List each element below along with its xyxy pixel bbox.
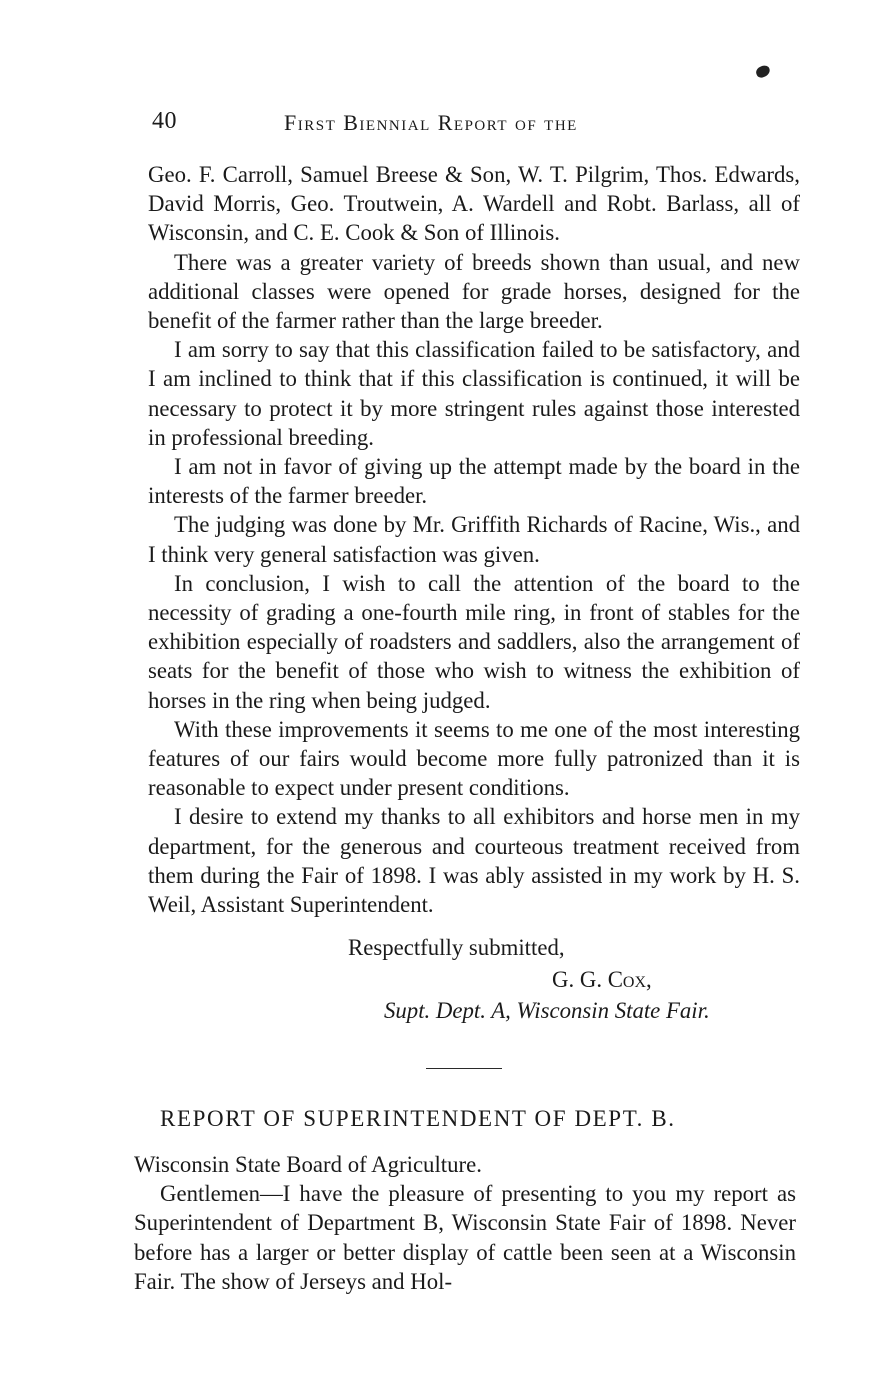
addressee: Wisconsin State Board of Agriculture. [134, 1152, 482, 1177]
page-number: 40 [152, 108, 177, 134]
paragraph-favor: I am not in favor of giving up the attempt made by the board in the interests of the farmer breeder. [148, 454, 800, 509]
paragraph-improvements: With these improvements it seems to me one of the most interesting features of our fairs would become more fully patronized than it is reasonable to expect under present conditions. [148, 716, 800, 801]
section-divider [426, 1068, 502, 1069]
paragraph-judging: The judging was done by Mr. Griffith Richards of Racine, Wis., and I think very general satisfaction was given. [148, 512, 800, 567]
closing-signature: G. G. Cox, [552, 967, 652, 992]
report-body-dept-a [148, 160, 800, 919]
section-title-dept-b: REPORT OF SUPERINTENDENT OF DEPT. B. [160, 1106, 676, 1131]
page-header [152, 108, 792, 140]
paragraph-breeds: There was a greater variety of breeds shown than usual, and new additional classes were opened for grade horses, designed for the benefit of the farmer rather than the large breeder. [148, 249, 800, 334]
paragraph-thanks: I desire to extend my thanks to all exhibitors and horse men in my department, for the generous and courteous treatment received from them during the Fair of 1898. I was ably assisted in my work by H. S. Weil, Assistant Superintendent. [148, 804, 800, 918]
closing-title: Supt. Dept. A, Wisconsin State Fair. [384, 998, 710, 1023]
closing-salutation: Respectfully submitted, [348, 935, 565, 960]
paragraph-exhibitors: Geo. F. Carroll, Samuel Breese & Son, W. T. Pilgrim, Thos. Edwards, David Morris, Geo. Troutwein, A. Wardell and Robt. Barlass, all of Wisconsin, and C. E. Cook & Son of Illinois. [148, 162, 800, 246]
paragraph-conclusion: In conclusion, I wish to call the attention of the board to the necessity of grading a one-fourth mile ring, in front of stables for the exhibition especially of roadsters and saddlers, also the arrangement of seats for the benefit of those who wish to witness the exhibition of horses in the ring when being judged. [148, 570, 800, 713]
paragraph-opening-dept-b: Gentlemen—I have the pleasure of presenting to you my report as Superintendent of Department B, Wisconsin State Fair of 1898. Never before has a larger or better display of cattle been seen at a Wisconsin Fair. The show of Jerseys and Hol- [134, 1181, 796, 1294]
ink-speck [755, 64, 772, 79]
running-head: First Biennial Report of the [284, 110, 578, 135]
report-body-dept-b [134, 1150, 796, 1296]
paragraph-classification: I am sorry to say that this classification failed to be satisfactory, and I am inclined to think that if this classification is continued, it will be necessary to protect it by more stringent rules against those interested in professional breeding. [148, 337, 800, 450]
